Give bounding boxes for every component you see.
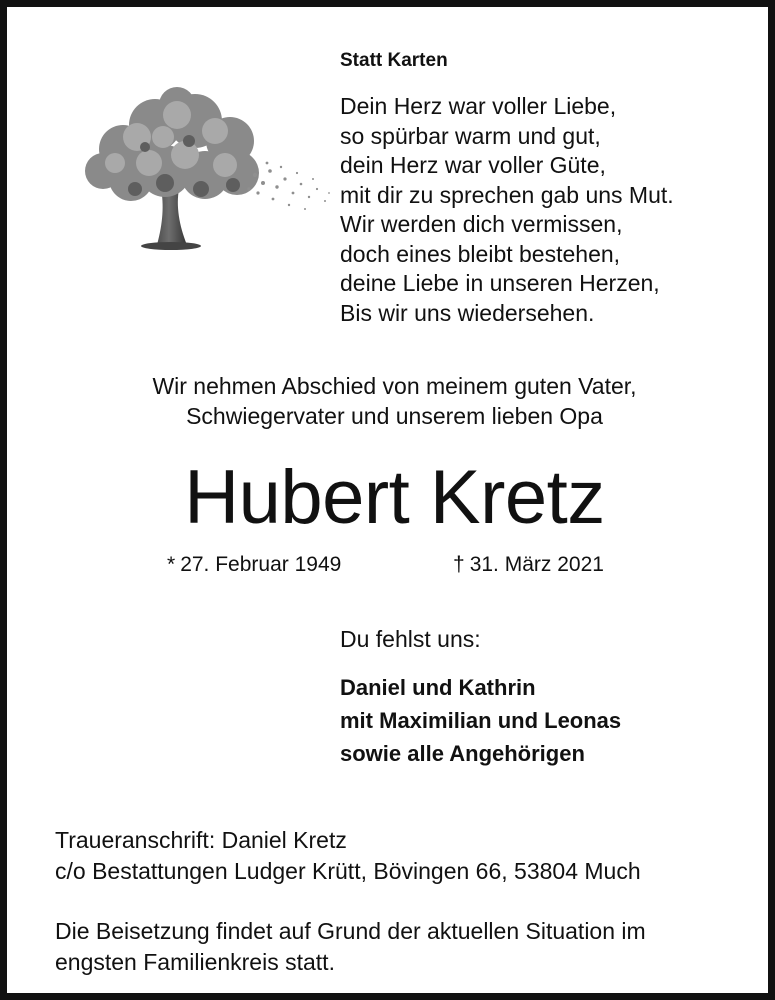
farewell-text xyxy=(7,371,775,431)
mourner-line: sowie alle Angehörigen xyxy=(340,741,585,766)
poem-line: so spürbar warm und gut, xyxy=(340,122,601,149)
burial-line: engsten Familienkreis statt. xyxy=(55,949,335,975)
death-cross-icon: † xyxy=(453,553,465,576)
poem xyxy=(340,92,760,328)
mourner-line: mit Maximilian und Leonas xyxy=(340,708,622,733)
poem-line: doch eines bleibt bestehen, xyxy=(340,240,621,267)
mourner-line: Daniel und Kathrin xyxy=(340,675,536,700)
farewell-line: Wir nehmen Abschied von meinem guten Vater, xyxy=(152,373,637,399)
address-line: Traueranschrift: Daniel Kretz xyxy=(55,827,347,853)
poem-line: mit dir zu sprechen gab uns Mut. xyxy=(340,181,674,208)
death-date xyxy=(453,552,604,578)
intro-heading: Statt Karten xyxy=(340,50,448,71)
mourners-intro: Du fehlst uns: xyxy=(340,626,481,652)
birth-date-value: 27. Februar 1949 xyxy=(180,553,342,576)
deceased-name: Hubert Kretz xyxy=(184,455,605,540)
birth-date xyxy=(167,552,341,578)
mourning-address xyxy=(55,825,641,887)
poem-line: deine Liebe in unseren Herzen, xyxy=(340,270,660,296)
poem-line: Bis wir uns wiedersehen. xyxy=(340,299,595,326)
burial-note xyxy=(55,916,646,978)
poem-line: Wir werden dich vermissen, xyxy=(340,211,623,237)
death-date-value: 31. März 2021 xyxy=(469,553,604,576)
address-line: c/o Bestattungen Ludger Krütt, Bövingen 66, 53804 Much xyxy=(55,858,641,884)
mourners-list xyxy=(340,671,621,770)
farewell-line: Schwiegervater und unserem lieben Opa xyxy=(186,403,603,429)
tree-icon xyxy=(65,85,337,255)
poem-line: dein Herz war voller Güte, xyxy=(340,152,606,178)
birth-star-icon: * xyxy=(167,553,176,576)
burial-line: Die Beisetzung findet auf Grund der aktuellen Situation im xyxy=(55,918,646,944)
poem-line: Dein Herz war voller Liebe, xyxy=(340,93,617,119)
